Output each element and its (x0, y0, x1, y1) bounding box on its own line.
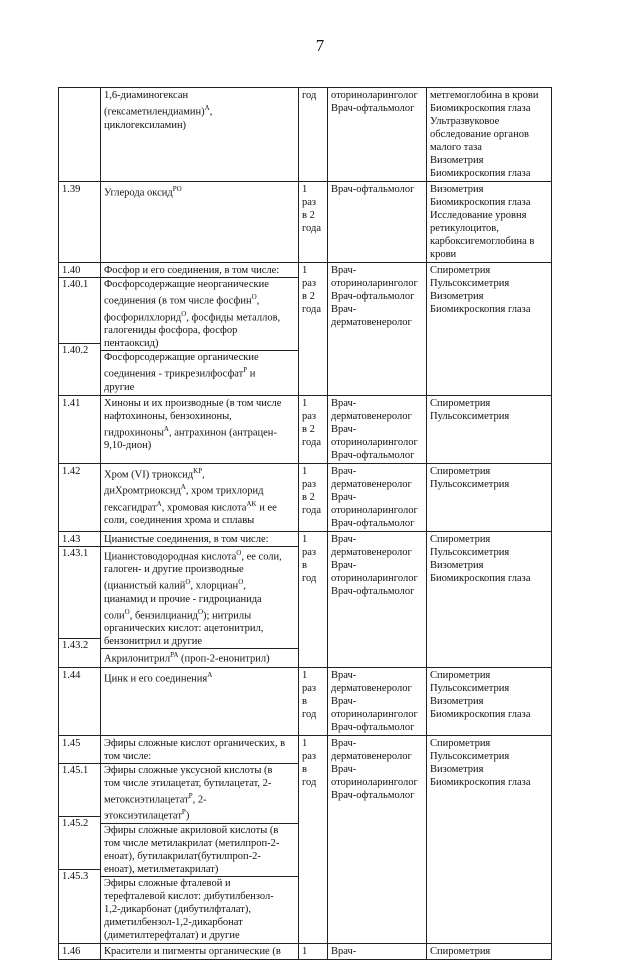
examination-line: Ультразвуковое (430, 116, 500, 127)
item-number-cell (59, 263, 101, 396)
item-number-line: 1.40.1 (59, 277, 100, 291)
item-number-line (62, 777, 97, 790)
frequency-cell (299, 88, 328, 182)
substance-name-line: том числе этилацетат, бутилацетат, 2- (104, 777, 272, 789)
substance-name-line: Фосфор и его соединения, в том числе: (104, 265, 280, 276)
item-number-line: 1.40 (62, 265, 81, 276)
substance-name-line: галогениды фосфора, фосфор (104, 325, 238, 336)
specialist-line: оториноларинголог (331, 436, 418, 448)
frequency-cell (299, 263, 328, 396)
substance-name-line: Углерода оксид$^{PO}$ (104, 185, 182, 199)
item-number-line: 1.45 (62, 737, 81, 749)
examinations-cell (427, 263, 552, 396)
specialists-cell (328, 182, 427, 263)
frequency-line: раз (302, 546, 317, 558)
substance-name-line: Красители и пигменты органические (в (104, 945, 281, 957)
substance-name-line: бензонитрил и другие (104, 636, 203, 647)
frequency-line: год (302, 90, 317, 101)
item-number-line (62, 291, 97, 304)
frequency-line: год (302, 572, 317, 584)
substance-name-line: еноат), метилметакрилат) (104, 863, 219, 875)
item-number-line (62, 883, 97, 896)
specialists-cell (328, 735, 427, 943)
frequency-cell (299, 182, 328, 263)
examination-line: Спирометрия (430, 265, 491, 276)
table-row (59, 263, 552, 396)
frequency-cell (299, 463, 328, 531)
substance-name-line: другие (104, 381, 135, 393)
specialist-line: Врач-офтальмолог (331, 184, 415, 195)
substance-name-line: фосфорилхлорид$^O$, фосфиды металлов, (104, 309, 281, 323)
substance-name-line: том числе метилакрилат (метилпроп-2- (104, 837, 280, 849)
item-number-line: 1.45.2 (59, 816, 100, 830)
substance-name-cell (101, 395, 299, 463)
item-number-line (62, 599, 97, 612)
frequency-line: 1 (302, 945, 308, 957)
frequency-line: раз (302, 478, 317, 490)
frequency-cell (299, 943, 328, 959)
item-number-line (62, 317, 97, 330)
item-number: 1.39 (62, 184, 81, 195)
specialist-line: Врач- (331, 533, 357, 545)
examination-line: Спирометрия (430, 945, 491, 957)
specialist-line: Врач-офтальмолог (331, 789, 415, 801)
item-number-line (62, 625, 97, 638)
specialist-line: дерматовенеролог (331, 750, 412, 762)
examination-line: Биомикроскопия глаза (430, 572, 531, 584)
item-number-cell (59, 943, 101, 959)
examinations-cell (427, 943, 552, 959)
item-number: 1.42 (62, 465, 81, 477)
examination-line: Пульсоксиметрия (430, 410, 510, 422)
item-number-line: 1.45.1 (59, 763, 100, 777)
substance-name-line: Фосфорсодержащие органические (101, 350, 298, 364)
substance-name-cell (101, 943, 299, 959)
item-number-line (62, 357, 97, 370)
specialist-line: оториноларинголог (331, 708, 418, 720)
frequency-cell (299, 735, 328, 943)
examination-line: Визометрия (430, 291, 484, 302)
substance-name-cell (101, 735, 299, 943)
item-number-line (62, 573, 97, 586)
substance-name-line: Фосфорсодержащие неорганические (101, 277, 298, 291)
item-number-line (62, 896, 97, 909)
specialist-line: Врач-офтальмолог (331, 585, 415, 597)
frequency-line: года (302, 304, 321, 315)
substance-name-line: Эфиры сложные кислот органических, в (104, 737, 286, 749)
item-number-line (62, 560, 97, 573)
substance-name-line: соединения - трикрезилфосфат$^P$ и (104, 366, 256, 380)
examination-line: Пульсоксиметрия (430, 278, 510, 289)
substance-name-line: Хиноны и их производные (в том числе (104, 397, 282, 409)
item-number-line (62, 803, 97, 816)
item-number-line (62, 612, 97, 625)
specialists-cell (328, 463, 427, 531)
frequency-line: 1 (302, 465, 308, 477)
frequency-line: года (302, 436, 321, 448)
examinations-cell (427, 735, 552, 943)
frequency-line: 1 (302, 737, 308, 749)
substance-name-line: диХромтриоксид$^A$, хром трихлорид (104, 483, 264, 497)
examination-line: ретикулоцитов, (430, 223, 499, 234)
frequency-line: раз (302, 682, 317, 694)
specialist-line: Врач- (331, 737, 357, 749)
specialists-cell (328, 395, 427, 463)
frequency-cell (299, 531, 328, 667)
item-number: 1.41 (62, 397, 81, 409)
frequency-line: 1 (302, 533, 308, 545)
examination-line: Биомикроскопия глаза (430, 776, 531, 788)
examination-line: Пульсоксиметрия (430, 546, 510, 558)
frequency-line: года (302, 504, 321, 516)
examination-line: малого таза (430, 142, 482, 153)
substance-name-line: Цинк и его соединения$^A$ (104, 670, 213, 684)
substance-name-line: нафтохиноны, бензохиноны, (104, 410, 232, 422)
specialist-line: оториноларинголог (331, 278, 418, 289)
table-row (59, 88, 552, 182)
specialist-line: дерматовенеролог (331, 682, 412, 694)
specialist-line: Врач-офтальмолог (331, 721, 415, 733)
specialist-line: оториноларинголог (331, 776, 418, 788)
specialist-line: Врач- (331, 695, 357, 707)
specialists-cell (328, 943, 427, 959)
specialist-line: Врач-офтальмолог (331, 449, 415, 461)
frequency-line: раз (302, 278, 317, 289)
substance-name-cell (101, 263, 299, 396)
specialist-line: Врач- (331, 669, 357, 681)
examinations-cell (427, 88, 552, 182)
examination-line: Биомикроскопия глаза (430, 168, 531, 179)
specialist-line: дерматовенеролог (331, 478, 412, 490)
item-number-cell (59, 667, 101, 735)
specialist-line: Врач-офтальмолог (331, 103, 415, 114)
substance-name-line: Хром (VI) триоксид$^{KP}$, (104, 466, 205, 480)
substance-name-line: Цианистоводородная кислота$^O$, ее соли, (101, 546, 298, 564)
substance-name-line: Акрилонитрил$^{PA}$ (проп-2-енонитрил) (101, 648, 298, 666)
examination-line: Спирометрия (430, 533, 491, 545)
specialist-line: Врач- (331, 465, 357, 477)
frequency-line: в (302, 559, 307, 571)
item-number-line (62, 750, 97, 763)
frequency-line: 1 (302, 265, 308, 276)
examinations-cell (427, 395, 552, 463)
substance-name-line: соли, соединения хрома и сплавы (104, 515, 255, 526)
specialists-cell (328, 88, 427, 182)
specialist-line: дерматовенеролог (331, 546, 412, 558)
substance-name-line: еноат), бутилакрилат(бутилпроп-2- (104, 850, 261, 862)
frequency-cell (299, 395, 328, 463)
substance-name-line: Цианистые соединения, в том числе: (104, 533, 269, 545)
examination-line: Исследование уровня (430, 210, 527, 221)
substance-name-line: этоксиэтилацетат$^P$) (104, 808, 190, 822)
frequency-line: в 2 (302, 291, 315, 302)
substance-name-cell (101, 531, 299, 667)
examination-line: Визометрия (430, 559, 484, 571)
substance-name-line: (цианистый калий$^O$, хлорциан$^O$, (104, 578, 246, 592)
substance-name-line: метоксиэтилацетат$^P$, 2- (104, 791, 207, 805)
examination-line: Пульсоксиметрия (430, 682, 510, 694)
examination-line: Пульсоксиметрия (430, 750, 510, 762)
frequency-line: 1 (302, 184, 308, 195)
examinations-cell (427, 531, 552, 667)
item-number-line (62, 370, 97, 383)
examination-line: карбоксигемоглобина в (430, 236, 535, 247)
substance-name-line: цианамид и прочие - гидроцианида (104, 593, 262, 605)
specialist-line: Врач-офтальмолог (331, 517, 415, 529)
item-number-line (62, 856, 97, 869)
substance-name-line: 1,6-диаминогексан (104, 90, 189, 101)
examination-line: Спирометрия (430, 397, 491, 409)
page-number: 7 (315, 36, 325, 55)
specialists-cell (328, 531, 427, 667)
examination-line: Пульсоксиметрия (430, 478, 510, 490)
item-number-line (62, 586, 97, 599)
examination-line: Биомикроскопия глаза (430, 103, 531, 114)
specialist-line: оториноларинголог (331, 572, 418, 584)
item-number-cell (59, 531, 101, 667)
item-number-line: 1.43 (62, 533, 81, 545)
examinations-cell (427, 667, 552, 735)
frequency-line: раз (302, 410, 317, 422)
substance-name-line: терефталевой кислот: дибутилбензол- (104, 890, 274, 902)
frequency-line: 1 (302, 669, 308, 681)
examination-line: Биомикроскопия глаза (430, 197, 531, 208)
table-row (59, 182, 552, 263)
examination-line: Визометрия (430, 184, 484, 195)
examination-line: Спирометрия (430, 669, 491, 681)
substance-name-line: Эфиры сложные акриловой кислоты (в (101, 823, 298, 837)
item-number-cell (59, 395, 101, 463)
examination-line: Визометрия (430, 695, 484, 707)
item-number-cell (59, 88, 101, 182)
substance-name-line: (гексаметилендиамин)$^A$, (104, 104, 213, 118)
examination-line: Биомикроскопия глаза (430, 708, 531, 720)
specialist-line: Врач- (331, 763, 357, 775)
specialist-line: дерматовенеролог (331, 317, 412, 328)
substance-name-cell (101, 88, 299, 182)
substance-name-line: соли$^O$, бензилцианид$^O$); нитрилы (104, 607, 252, 621)
item-number-line: 1.43.1 (59, 546, 100, 560)
specialist-line: Врач- (331, 304, 357, 315)
specialist-line: Врач- (331, 491, 357, 503)
frequency-line: в (302, 763, 307, 775)
examinations-cell (427, 463, 552, 531)
table-row (59, 395, 552, 463)
frequency-line: раз (302, 750, 317, 762)
substance-name-line: (диметилтерефталат) и другие (104, 929, 240, 941)
table-row (59, 667, 552, 735)
item-number: 1.46 (62, 945, 81, 957)
substance-name-line: Эфиры сложные фталевой и (101, 876, 298, 890)
frequency-line: в 2 (302, 210, 315, 221)
frequency-line: в 2 (302, 423, 315, 435)
substance-name-cell (101, 182, 299, 263)
item-number-cell (59, 182, 101, 263)
specialist-line: Врач-офтальмолог (331, 291, 415, 302)
examination-line: крови (430, 249, 457, 260)
specialist-line: Врач- (331, 265, 357, 276)
substance-name-line: гидрохиноны$^A$, антрахинон (антрацен- (104, 424, 277, 438)
frequency-line: год (302, 776, 317, 788)
item-number-line (62, 843, 97, 856)
examinations-cell (427, 182, 552, 263)
frequency-line: 1 (302, 397, 308, 409)
substance-name-line: гексагидрат$^A$, хромовая кислота$^{AK}$ и ее (104, 499, 277, 513)
item-number-line (62, 830, 97, 843)
frequency-line: в (302, 695, 307, 707)
item-number-line: 1.40.2 (59, 343, 100, 357)
examination-line: Спирометрия (430, 737, 491, 749)
specialist-line: Врач- (331, 397, 357, 409)
specialist-line: Врач- (331, 559, 357, 571)
specialist-line: Врач- (331, 423, 357, 435)
frequency-line: года (302, 223, 321, 234)
substance-name-line: 1,2-дикарбонат (дибутилфталат), (104, 903, 251, 915)
table-row (59, 735, 552, 943)
table-row (59, 463, 552, 531)
item-number-line: 1.45.3 (59, 869, 100, 883)
substance-name-cell (101, 667, 299, 735)
item-number-cell (59, 463, 101, 531)
substance-name-line: органических кислот: ацетонитрил, (104, 623, 264, 634)
frequency-line: год (302, 708, 317, 720)
specialists-cell (328, 263, 427, 396)
specialists-cell (328, 667, 427, 735)
substance-name-line: 9,10-дион) (104, 440, 152, 451)
medical-exam-table (58, 87, 552, 960)
specialist-line: оториноларинголог (331, 90, 418, 101)
examination-line: Спирометрия (430, 465, 491, 477)
specialist-line: дерматовенеролог (331, 410, 412, 422)
substance-name-line: пентаоксид) (104, 338, 159, 349)
examination-line: Биомикроскопия глаза (430, 304, 531, 315)
frequency-line: в 2 (302, 491, 315, 503)
item-number-cell (59, 735, 101, 943)
substance-name-line: циклогексиламин) (104, 119, 187, 131)
examination-line: Визометрия (430, 763, 484, 775)
substance-name-line: соединения (в том числе фосфин$^O$, (104, 293, 260, 307)
frequency-line: раз (302, 197, 317, 208)
item-number-line (62, 909, 97, 922)
substance-name-line: диметилбензол-1,2-дикарбонат (104, 916, 243, 928)
table-row (59, 943, 552, 959)
item-number: 1.44 (62, 669, 81, 681)
substance-name-line: галоген- и другие производные (104, 564, 244, 575)
examination-line: метгемоглобина в крови (430, 90, 539, 101)
substance-name-cell (101, 463, 299, 531)
examination-line: Визометрия (430, 155, 484, 166)
substance-name-line: Эфиры сложные уксусной кислоты (в (101, 763, 298, 777)
specialist-line: оториноларинголог (331, 504, 418, 516)
table-row (59, 531, 552, 667)
item-number-line (62, 922, 97, 935)
substance-name-line: том числе: (104, 750, 152, 762)
item-number-line (62, 304, 97, 317)
examination-line: обследование органов (430, 129, 529, 140)
specialist-line: Врач- (331, 945, 357, 957)
item-number-line: 1.43.2 (59, 638, 100, 652)
item-number-line (62, 330, 97, 343)
frequency-cell (299, 667, 328, 735)
item-number-line (62, 790, 97, 803)
